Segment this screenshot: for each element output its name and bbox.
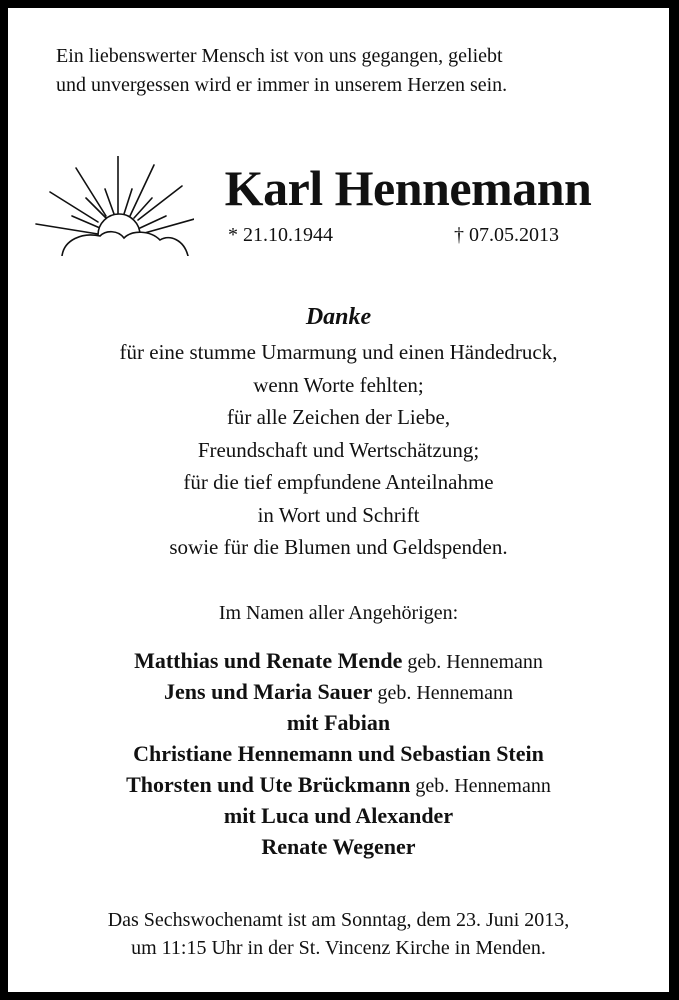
family-names: mit Luca und Alexander bbox=[223, 803, 454, 828]
family-row bbox=[8, 708, 669, 739]
thanks-line: in Wort und Schrift bbox=[257, 502, 420, 527]
family-row bbox=[8, 801, 669, 832]
thanks-line: für alle Zeichen der Liebe, bbox=[226, 405, 451, 429]
obituary-notice bbox=[8, 8, 669, 992]
intro-line: Ein liebenswerter Mensch ist von uns gegangen, geliebt bbox=[56, 45, 503, 67]
birth-date: * 21.10.1944 bbox=[228, 224, 333, 246]
death-date: † 07.05.2013 bbox=[454, 224, 559, 246]
family-list bbox=[8, 646, 669, 863]
family-names: Matthias und Renate Mende bbox=[134, 648, 403, 673]
thanks-line: sowie für die Blumen und Geldspenden. bbox=[169, 535, 508, 559]
family-names: Renate Wegener bbox=[261, 834, 416, 859]
family-row bbox=[8, 770, 669, 801]
service-announcement bbox=[8, 906, 669, 962]
footer-line: Das Sechswochenamt ist am Sonntag, dem 23. Juni 2013, bbox=[107, 909, 570, 931]
thanks-line: für eine stumme Umarmung und einen Händedruck, bbox=[119, 340, 558, 364]
maiden-name-note: geb. Hennemann bbox=[402, 651, 543, 673]
family-intro: Im Namen aller Angehörigen: bbox=[218, 602, 459, 624]
thanks-line: Freundschaft und Wertschätzung; bbox=[197, 437, 480, 462]
sunrise-over-clouds-icon bbox=[26, 156, 194, 256]
family-row bbox=[8, 646, 669, 677]
intro-text bbox=[56, 42, 656, 100]
family-names: Christiane Hennemann und Sebastian Stein bbox=[133, 741, 544, 766]
family-names: Thorsten und Ute Brückmann bbox=[126, 772, 411, 797]
family-names: Jens und Maria Sauer bbox=[164, 679, 373, 704]
maiden-name-note: geb. Hennemann bbox=[372, 682, 513, 704]
thanks-line: wenn Worte fehlten; bbox=[253, 372, 424, 397]
family-row bbox=[8, 832, 669, 863]
family-row bbox=[8, 739, 669, 770]
thanks-title: Danke bbox=[305, 304, 372, 330]
deceased-name: Karl Hennemann bbox=[224, 160, 592, 216]
family-names: mit Fabian bbox=[286, 710, 391, 735]
maiden-name-note: geb. Hennemann bbox=[410, 775, 551, 797]
thanks-line: für die tief empfundene Anteilnahme bbox=[183, 470, 494, 494]
intro-line: und unvergessen wird er immer in unserem Herzen sein. bbox=[56, 74, 508, 96]
footer-line: um 11:15 Uhr in der St. Vincenz Kirche in Menden. bbox=[131, 937, 546, 959]
thanks-text bbox=[8, 336, 669, 564]
family-row bbox=[8, 677, 669, 708]
